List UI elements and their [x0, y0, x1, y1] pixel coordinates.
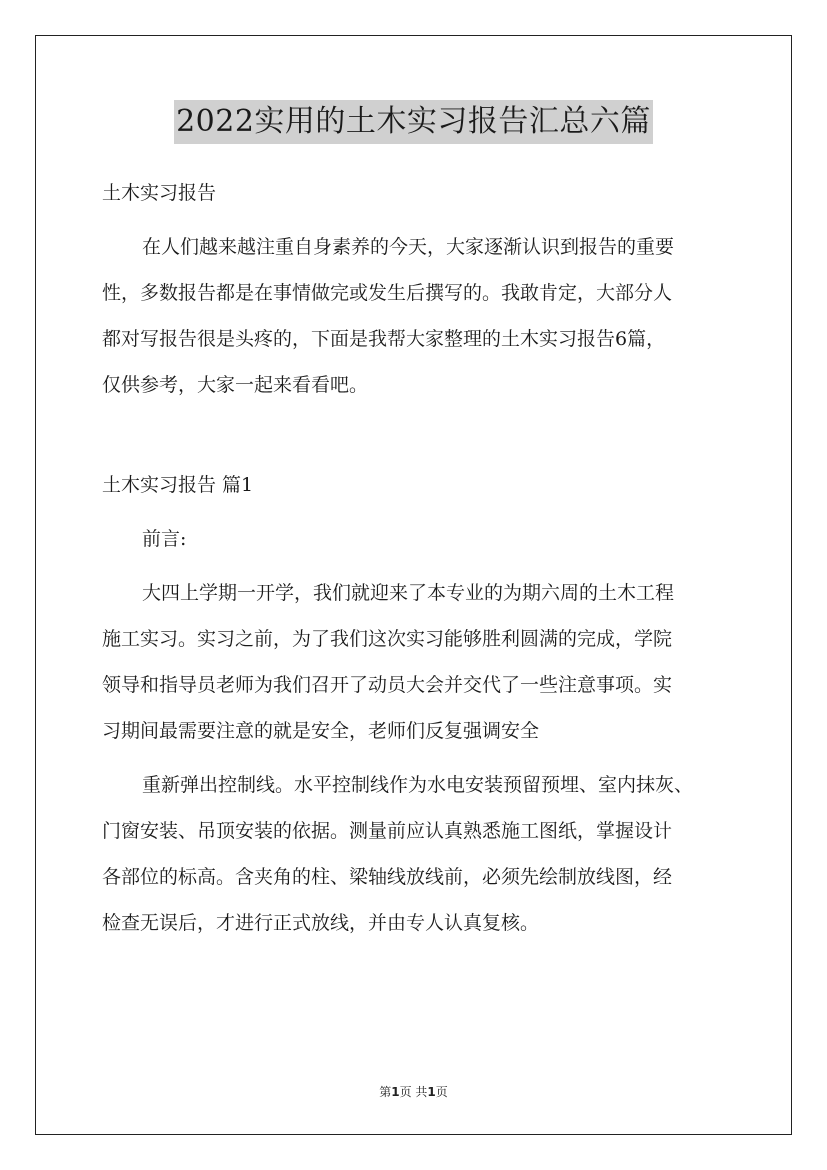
paragraph-line: 各部位的标高。含夹角的柱、梁轴线放线前，必须先绘制放线图，经 — [102, 866, 673, 888]
footer-page-mid: 页 共 — [399, 1085, 428, 1099]
title-container — [0, 100, 827, 144]
footer-page-total: 1 — [427, 1085, 436, 1099]
intro-line: 仅供参考，大家一起来看看吧。 — [102, 374, 369, 396]
document-body — [102, 170, 742, 946]
paragraph-line: 领导和指导员老师为我们召开了动员大会并交代了一些注意事项。实 — [102, 674, 673, 696]
footer-page-suffix: 页 — [435, 1085, 448, 1099]
paragraph-line: 大四上学期一开学，我们就迎来了本专业的为期六周的土木工程 — [142, 582, 675, 604]
intro-line: 都对写报告很是头疼的，下面是我帮大家整理的土木实习报告6篇， — [102, 328, 666, 350]
paragraph-line: 重新弹出控制线。水平控制线作为水电安装预留预埋、室内抹灰、 — [142, 774, 694, 796]
intro-line: 在人们越来越注重自身素养的今天，大家逐渐认识到报告的重要 — [142, 236, 675, 258]
preface-label: 前言: — [142, 528, 187, 550]
footer-page-current: 1 — [391, 1085, 400, 1099]
intro-line: 性，多数报告都是在事情做完或发生后撰写的。我敢肯定，大部分人 — [102, 282, 673, 304]
document-title: 2022实用的土木实习报告汇总六篇 — [174, 100, 653, 144]
paragraph-line: 习期间最需要注意的就是安全，老师们反复强调安全 — [102, 720, 540, 742]
section-heading: 土木实习报告 — [102, 182, 217, 204]
paragraph-line: 门窗安装、吊顶安装的依据。测量前应认真熟悉施工图纸，掌握设计 — [102, 820, 673, 842]
article-heading: 土木实习报告 篇1 — [102, 474, 254, 496]
paragraph-line: 检查无误后，才进行正式放线，并由专人认真复核。 — [102, 912, 540, 934]
page-footer — [0, 1083, 827, 1100]
paragraph-line: 施工实习。实习之前，为了我们这次实习能够胜利圆满的完成，学院 — [102, 628, 673, 650]
footer-page-prefix: 第 — [379, 1085, 392, 1099]
